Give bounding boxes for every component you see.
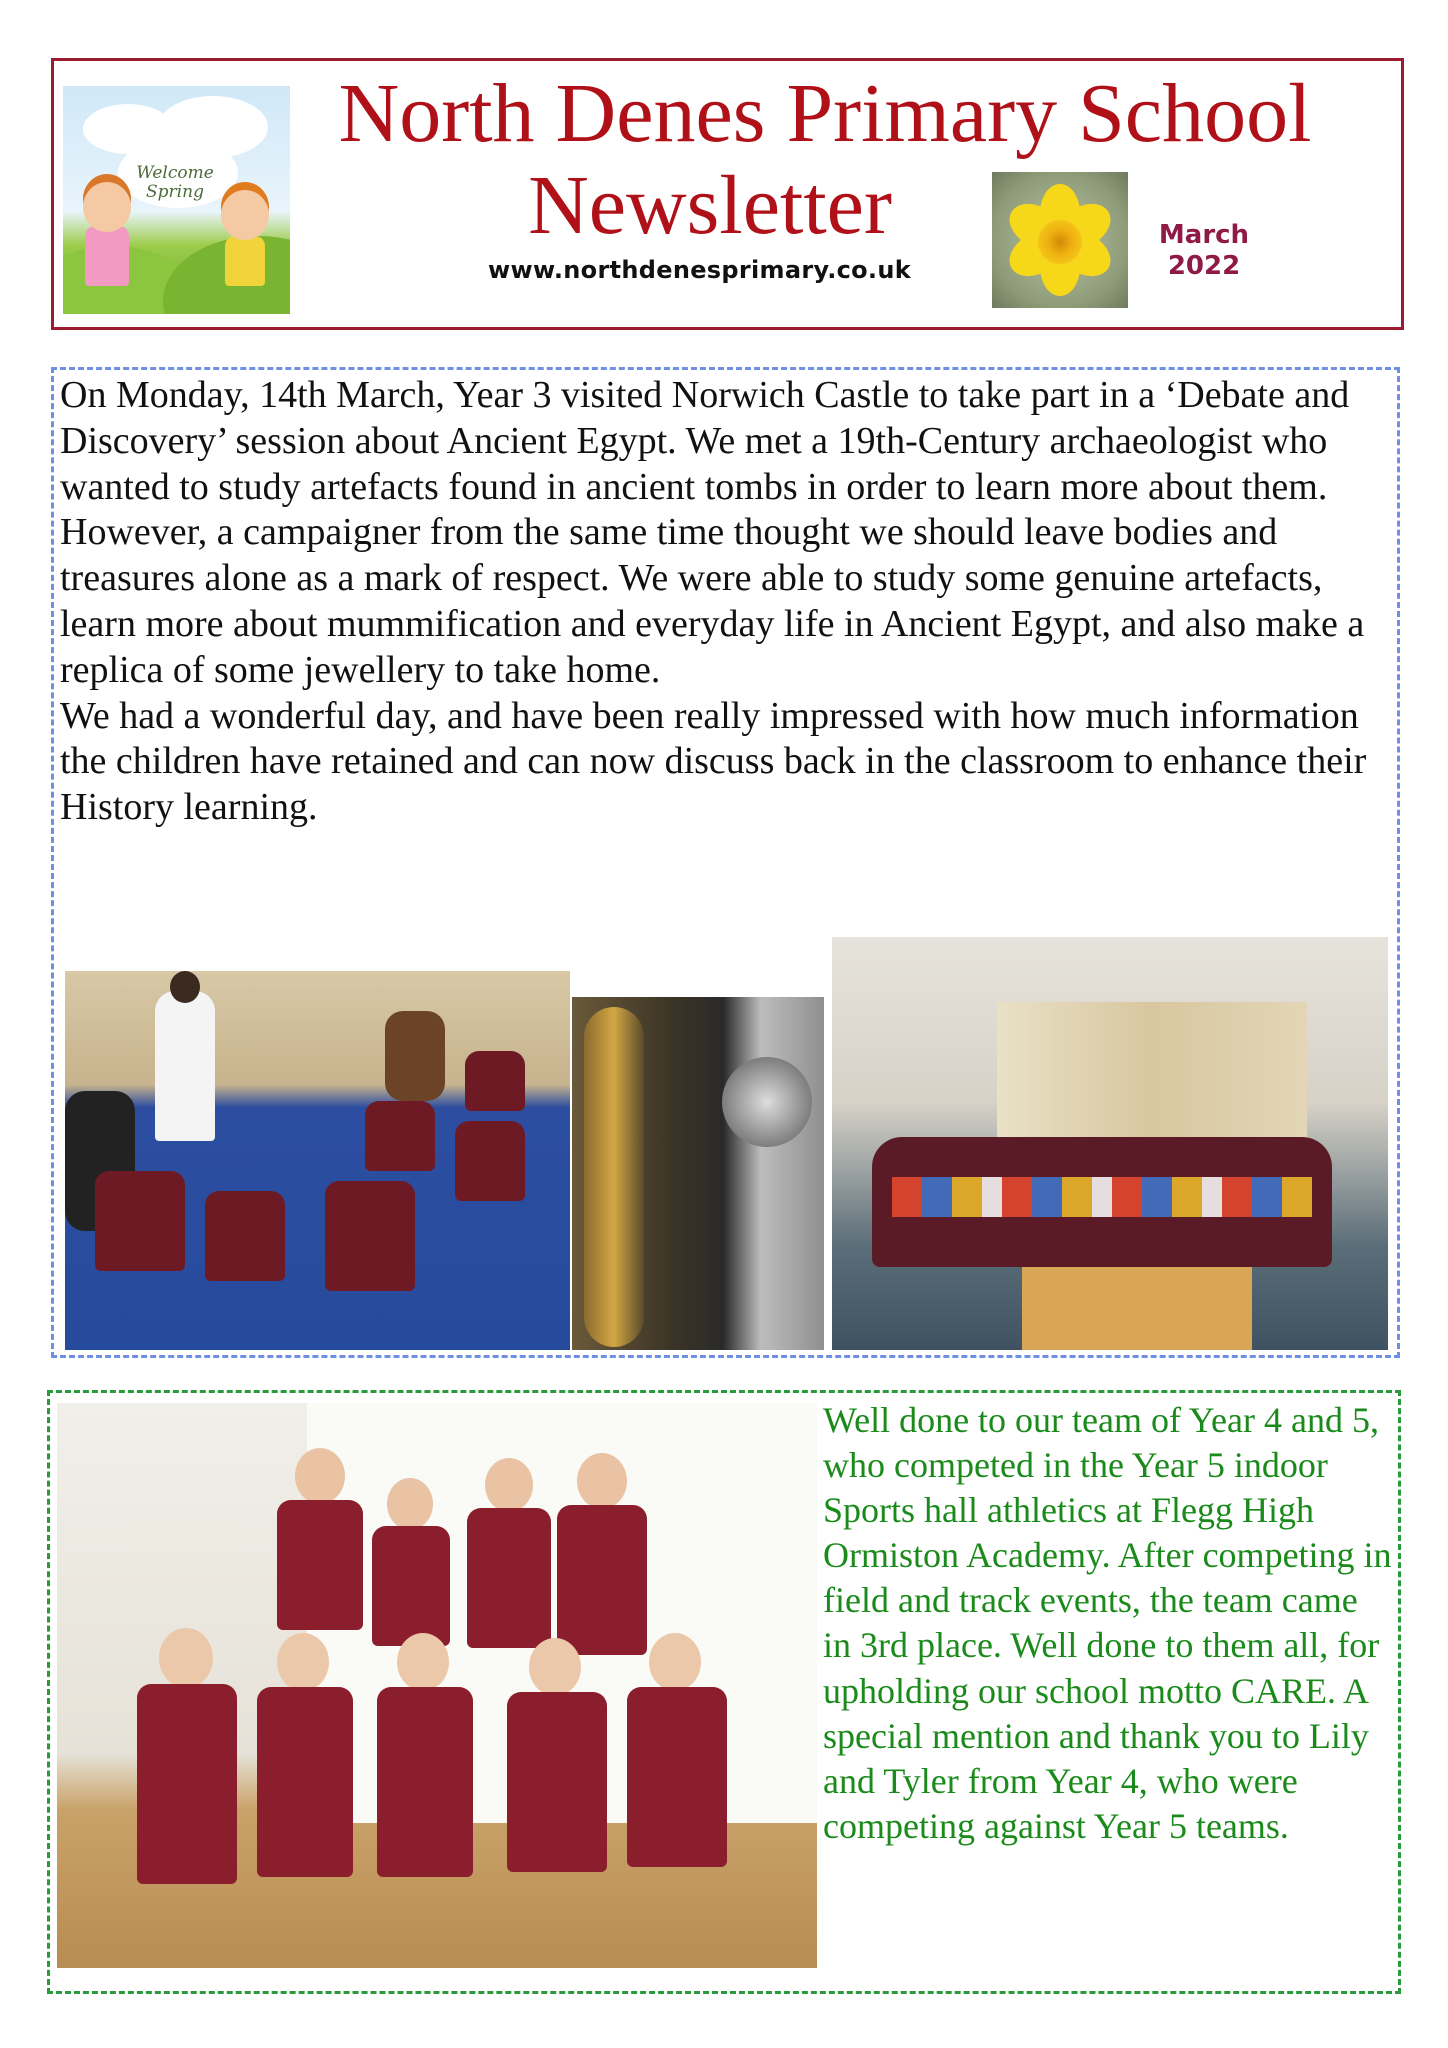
museum-session-photo: [65, 971, 570, 1350]
daffodil-photo: [992, 172, 1128, 308]
issue-date: [1145, 220, 1263, 282]
school-website-link[interactable]: www.northdenesprimary.co.uk: [488, 256, 911, 284]
issue-year: 2022: [1167, 251, 1241, 281]
trip-paragraph-2: We had a wonderful day, and have been really impressed with how much information the children have retained and can now discuss back in the classroom to enhance their History learning.: [60, 694, 1367, 829]
sports-paragraph: Well done to our team of Year 4 and 5, who competed in the Year 5 indoor Sports hall athletics at Flegg High Ormiston Academy. After competing in field and track events, the team came in 3rd place. Well done to them all, for upholding our school motto CARE. A special mention and thank you to Lily and Tyler from Year 4, who were competing against Year 5 teams.: [823, 1400, 1392, 1846]
trip-article: [60, 373, 1385, 831]
athletics-team-photo: [57, 1403, 817, 1968]
sports-article: [823, 1398, 1393, 1849]
school-title-line1: North Denes Primary School: [338, 67, 1312, 160]
mummy-case-photo: [572, 997, 824, 1350]
issue-month: March: [1158, 220, 1250, 250]
class-group-photo: [832, 937, 1388, 1350]
welcome-spring-lettering: Welcome Spring: [136, 163, 214, 202]
trip-paragraph-1: On Monday, 14th March, Year 3 visited Norwich Castle to take part in a ‘Debate and Discovery’ session about Ancient Egypt. We met a 19th-Century archaeologist who wanted to study artefacts found in ancient tombs in order to learn more about them. However, a campaigner from the same time thought we should leave bodies and treasures alone as a mark of respect. We were able to study some genuine artefacts, learn more about mummification and everyday life in Ancient Egypt, and also make a replica of some jewellery to take home.: [60, 374, 1365, 691]
school-title-line2: Newsletter: [528, 159, 892, 252]
